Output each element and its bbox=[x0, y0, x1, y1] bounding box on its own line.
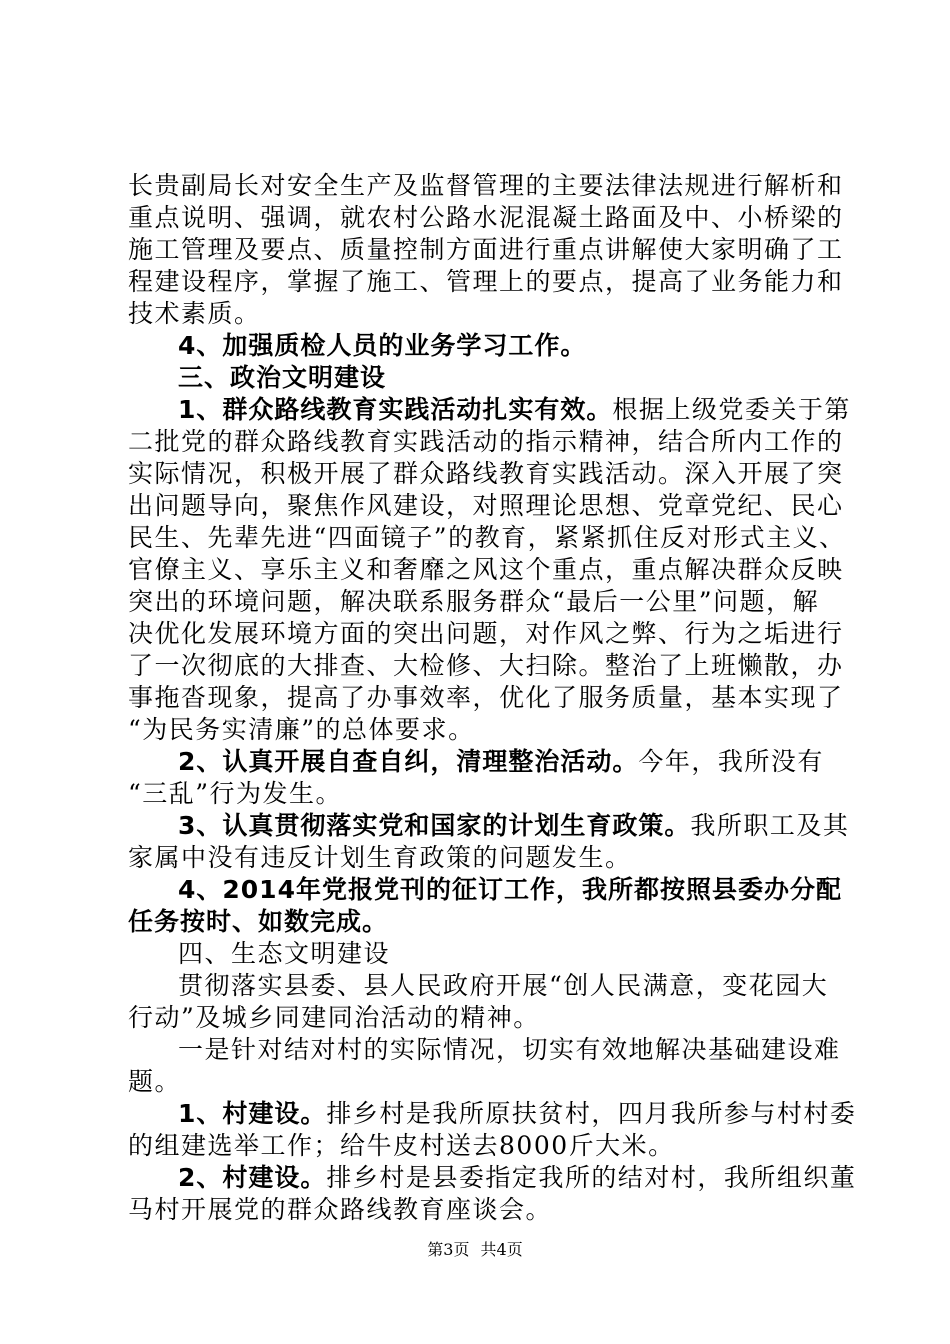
text-line bbox=[128, 554, 844, 586]
text-line bbox=[128, 618, 844, 650]
body-text-span: 民生、先辈先进“四面镜子”的教育，紧紧抓住反对形式主义、 bbox=[128, 523, 846, 552]
body-text-span: 实际情况，积极开展了群众路线教育实践活动。深入开展了突 bbox=[128, 459, 844, 488]
text-line bbox=[128, 970, 828, 1002]
text-line bbox=[128, 394, 851, 426]
text-line bbox=[128, 1034, 841, 1066]
page-footer bbox=[0, 1240, 950, 1260]
text-line bbox=[128, 362, 828, 394]
text-line bbox=[128, 234, 844, 266]
bold-text-span: 三、政治文明建设 bbox=[178, 363, 387, 392]
bold-heading-span: 1、群众路线教育实践活动扎实有效。 bbox=[178, 395, 613, 424]
body-text-span: 了一次彻底的大排查、大检修、大扫除。整治了上班懒散，办 bbox=[128, 651, 844, 680]
body-text-span: 突出的环境问题，解决联系服务群众“最后一公里”问题，解 bbox=[128, 587, 820, 616]
text-line bbox=[128, 458, 844, 490]
body-text-span: 技术素质。 bbox=[128, 299, 261, 328]
bold-text-span: 4、加强质检人员的业务学习工作。 bbox=[178, 331, 587, 360]
bold-text-span: 4、2014年党报党刊的征订工作，我所都按照县委办分配 bbox=[178, 875, 842, 904]
text-line bbox=[128, 810, 850, 842]
text-line bbox=[128, 682, 844, 714]
text-line bbox=[128, 842, 828, 874]
text-line bbox=[128, 938, 828, 970]
body-text-span: 决优化发展环境方面的突出问题，对作风之弊、行为之垢进行 bbox=[128, 619, 844, 648]
body-text-span: 排乡村是我所原扶贫村，四月我所参与村村委 bbox=[326, 1099, 857, 1128]
text-line bbox=[128, 1066, 828, 1098]
body-text-span: “三乱”行为发生。 bbox=[128, 779, 343, 808]
body-text-span: 出问题导向，聚焦作风建设，对照理论思想、党章党纪、民心 bbox=[128, 491, 844, 520]
text-line bbox=[128, 1194, 828, 1226]
body-text-span: 四、生态文明建设 bbox=[178, 939, 391, 968]
text-line bbox=[128, 298, 828, 330]
text-line bbox=[128, 1002, 828, 1034]
body-text-span: 事拖沓现象，提高了办事效率，优化了服务质量，基本实现了 bbox=[128, 683, 844, 712]
bold-heading-span: 1、村建设。 bbox=[178, 1099, 327, 1128]
body-text-span: 我所职工及其 bbox=[690, 811, 850, 840]
text-line bbox=[128, 170, 844, 202]
text-line bbox=[128, 202, 844, 234]
body-text-span: 排乡村是县委指定我所的结对村，我所组织董 bbox=[326, 1163, 857, 1192]
body-text-span: 题。 bbox=[128, 1067, 182, 1096]
body-text-span: “为民务实清廉”的总体要求。 bbox=[128, 715, 475, 744]
text-line bbox=[128, 874, 842, 906]
text-line bbox=[128, 586, 828, 618]
text-line bbox=[128, 1130, 828, 1162]
page-number: 第3页 bbox=[427, 1240, 470, 1259]
bold-heading-span: 2、村建设。 bbox=[178, 1163, 327, 1192]
body-text-span: 贯彻落实县委、县人民政府开展“创人民满意，变花园大 bbox=[178, 971, 829, 1000]
bold-heading-span: 3、认真贯彻落实党和国家的计划生育政策。 bbox=[178, 811, 691, 840]
text-line bbox=[128, 778, 828, 810]
body-text-span: 马村开展党的群众路线教育座谈会。 bbox=[128, 1195, 553, 1224]
body-text-span: 的组建选举工作；给牛皮村送去8000斤大米。 bbox=[128, 1131, 675, 1160]
body-text-span: 程建设程序，掌握了施工、管理上的要点，提高了业务能力和 bbox=[128, 267, 844, 296]
body-text-span: 行动”及城乡同建同治活动的精神。 bbox=[128, 1003, 540, 1032]
text-line bbox=[128, 490, 844, 522]
body-text-span: 重点说明、强调，就农村公路水泥混凝土路面及中、小桥梁的 bbox=[128, 203, 844, 232]
bold-text-span: 任务按时、如数完成。 bbox=[128, 907, 389, 936]
body-text-span: 家属中没有违反计划生育政策的问题发生。 bbox=[128, 843, 632, 872]
body-text-span: 二批党的群众路线教育实践活动的指示精神，结合所内工作的 bbox=[128, 427, 844, 456]
text-line bbox=[128, 266, 844, 298]
page-total: 共4页 bbox=[480, 1240, 523, 1259]
text-line bbox=[128, 746, 828, 778]
text-line bbox=[128, 426, 844, 458]
body-text-span: 官僚主义、享乐主义和奢靡之风这个重点，重点解决群众反映 bbox=[128, 555, 844, 584]
text-line bbox=[128, 650, 844, 682]
text-line bbox=[128, 330, 828, 362]
document-body bbox=[128, 170, 857, 1226]
text-line bbox=[128, 522, 846, 554]
body-text-span: 今年，我所没有 bbox=[638, 747, 824, 776]
text-line bbox=[128, 714, 828, 746]
text-line bbox=[128, 1098, 857, 1130]
bold-heading-span: 2、认真开展自查自纠，清理整治活动。 bbox=[178, 747, 639, 776]
body-text-span: 长贵副局长对安全生产及监督管理的主要法律法规进行解析和 bbox=[128, 171, 844, 200]
body-text-span: 根据上级党委关于第 bbox=[612, 395, 851, 424]
text-line bbox=[128, 906, 828, 938]
text-line bbox=[128, 1162, 857, 1194]
body-text-span: 一是针对结对村的实际情况，切实有效地解决基础建设难 bbox=[178, 1035, 841, 1064]
body-text-span: 施工管理及要点、质量控制方面进行重点讲解使大家明确了工 bbox=[128, 235, 844, 264]
